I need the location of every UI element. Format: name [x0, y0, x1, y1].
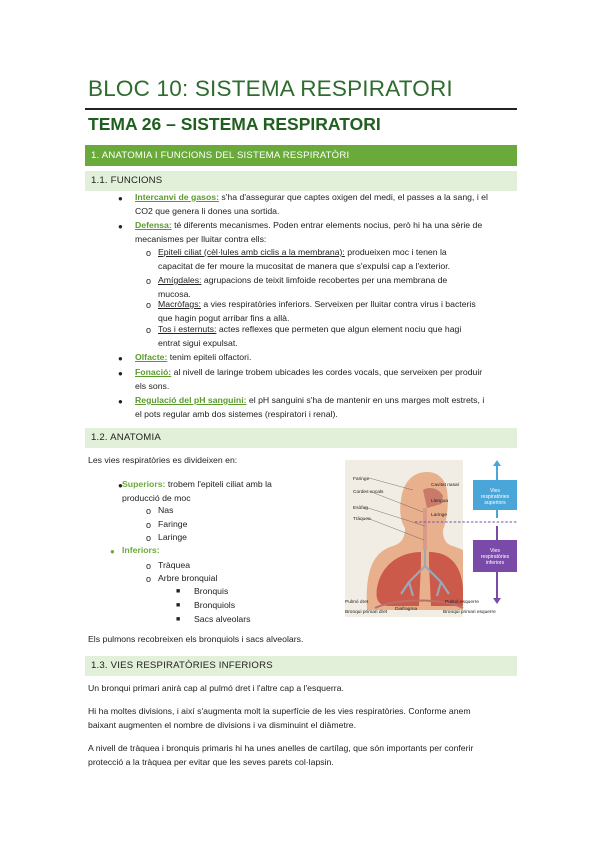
sub-bullet: o	[146, 506, 152, 516]
sub-list-item: Arbre bronquial	[158, 573, 218, 583]
sub-list-item-continuation: que hagin pogut arribar fins a allà.	[158, 312, 290, 323]
label-traquea: Tràquea	[353, 517, 371, 522]
sub-list-item-continuation: entrat sigui expulsat.	[158, 337, 238, 348]
list-item-continuation: el pots regular amb dos sistemes (respiratori i renal).	[135, 408, 338, 419]
sub-list-item-continuation: mucosa.	[158, 288, 191, 299]
paragraph: A nivell de tràquea i bronquis primaris hi ha unes anelles de cartílag, que són importants per conferir	[88, 743, 474, 753]
item-text: trobem l'epiteli ciliat amb la	[165, 479, 272, 489]
list-item	[135, 219, 517, 233]
arrow-down-icon	[493, 598, 501, 604]
sub-bullet: o	[146, 574, 152, 584]
anatomia-closing: Els pulmons recobreixen els bronquiols i sacs alveolars.	[88, 634, 304, 644]
sub-item-label: Macròfags:	[158, 299, 201, 309]
list-item	[135, 394, 517, 408]
square-bullet: ■	[176, 588, 181, 595]
box-inferiors-label: Vies respiratòries inferiors	[480, 548, 510, 566]
sub-list-item: Tràquea	[158, 560, 191, 570]
item-text: al nivell de laringe trobem ubicades les cordes vocals, que serveixen per produir	[171, 367, 483, 377]
sub-list-item	[158, 323, 517, 337]
paragraph: Un bronqui primari anirà cap al pulmó dret i l'altre cap a l'esquerra.	[88, 683, 344, 693]
bloc-title: BLOC 10: SISTEMA RESPIRATORI	[88, 76, 453, 101]
anatomia-intro: Les vies respiratòries es divideixen en:	[88, 455, 238, 465]
sub-item-text: agrupacions de teixit limfoide recobertes per una membrana de	[201, 275, 448, 285]
sub-bullet: o	[146, 533, 152, 543]
label-laringe: Laringe	[431, 513, 448, 518]
list-item-continuation: producció de moc	[122, 492, 191, 503]
list-bullet: ●	[118, 481, 123, 490]
tema-title: TEMA 26 – SISTEMA RESPIRATORI	[88, 114, 381, 134]
item-label: Fonació:	[135, 367, 172, 377]
sub-item-text: actes reflexes que permeten que algun element nociu que hagi	[216, 324, 462, 334]
sub-list-item: Laringe	[158, 532, 187, 542]
list-item-superiors	[122, 478, 326, 492]
item-label: Olfacte:	[135, 352, 168, 362]
sub-list-item-continuation: capacitat de fer moure la mucositat de manera que s'expulsi cap a l'exterior.	[158, 260, 451, 271]
sub-list-item	[158, 246, 517, 260]
vies-inferiors-heading: 1.3. VIES RESPIRATÒRIES INFERIORS	[85, 656, 517, 676]
label-bronqui-primari-esquerre: Bronqui primari esquerre	[443, 610, 496, 615]
sub-sub-list-item: Bronquiols	[194, 600, 236, 610]
list-item-continuation: CO2 que genera li dones una sortida.	[135, 205, 280, 216]
paragraph-continuation: baixant augmenten el nombre de divisions i va disminuint el diàmetre.	[88, 719, 357, 730]
list-item-continuation: mecanismes per lluitar contra ells:	[135, 233, 267, 244]
paragraph-continuation: protecció a la tràquea per evitar que les seves parets col·lapsin.	[88, 756, 334, 767]
sub-list-item: Nas	[158, 505, 174, 515]
list-bullet: ●	[118, 397, 123, 406]
sub-list-item	[158, 274, 517, 288]
item-label: Defensa:	[135, 220, 172, 230]
sub-item-text: a vies respiratòries inferiors. Serveixen per lluitar contra virus i bacteris	[200, 299, 476, 309]
item-text: tenim epiteli olfactori.	[167, 352, 252, 362]
item-label: Superiors:	[122, 479, 166, 489]
trachea-shape	[423, 508, 427, 550]
sub-bullet: o	[146, 300, 152, 310]
list-item-continuation: els sons.	[135, 380, 170, 391]
label-pulmo-esquerre: Pulmó esquerre	[445, 600, 479, 605]
label-llengua: Llengua	[431, 499, 449, 504]
list-item	[135, 366, 517, 380]
sub-item-text: produeixen moc i tenen la	[344, 247, 447, 257]
anatomia-heading: 1.2. ANATOMIA	[85, 428, 517, 448]
list-bullet: ●	[118, 222, 123, 231]
sub-item-label: Amígdales:	[158, 275, 202, 285]
item-label: Inferiors:	[122, 545, 160, 555]
item-text: el pH sanguini s'ha de mantenir en uns marges molt estrets, i	[246, 395, 485, 405]
item-label: Intercanvi de gasos:	[135, 192, 220, 202]
item-text: té diferents mecanismes. Poden entrar elements nocius, però hi ha una sèrie de	[171, 220, 483, 230]
box-superiors-label: Vies respiratòries superiors	[480, 488, 510, 506]
item-label: Regulació del pH sanguini:	[135, 395, 247, 405]
title-rule	[85, 108, 517, 110]
sub-item-label: Epiteli ciliat (cèl·lules amb ciclis a la membrana):	[158, 247, 345, 257]
sub-list-item	[158, 298, 517, 312]
sub-bullet: o	[146, 248, 152, 258]
list-bullet: ●	[110, 547, 115, 556]
square-bullet: ■	[176, 602, 181, 609]
sub-bullet: o	[146, 561, 152, 571]
section-1-heading: 1. ANATOMIA I FUNCIONS DEL SISTEMA RESPIRATÒRI	[85, 145, 517, 166]
respiratory-system-figure	[345, 460, 517, 617]
label-cavitat-nasal: Cavitat nasal	[431, 483, 459, 488]
paragraph: Hi ha moltes divisions, i així s'augmenta molt la superfície de les vies respiratòries. Conforme anem	[88, 706, 471, 716]
list-item	[135, 191, 517, 205]
sub-bullet: o	[146, 325, 152, 335]
arrow-up-icon	[493, 460, 501, 466]
label-faringe: Faringe	[353, 477, 370, 482]
list-bullet: ●	[118, 369, 123, 378]
sub-item-label: Tos i esternuts:	[158, 324, 217, 334]
list-item-inferiors	[122, 544, 160, 558]
sub-bullet: o	[146, 276, 152, 286]
label-bronqui-primari-dret: Bronqui primari dret	[345, 610, 388, 615]
list-item	[135, 351, 517, 365]
list-bullet: ●	[118, 354, 123, 363]
list-bullet: ●	[118, 194, 123, 203]
sub-list-item: Faringe	[158, 519, 188, 529]
label-pulmo-dret: Pulmó dret	[345, 600, 369, 605]
label-esofag: Esòfag	[353, 506, 368, 511]
square-bullet: ■	[176, 616, 181, 623]
item-text: s'ha d'assegurar que captes oxigen del medi, el passes a la sang, i el	[219, 192, 488, 202]
sub-sub-list-item: Sacs alveolars	[194, 614, 251, 624]
label-diafragma: Diafragma	[395, 607, 418, 612]
funcions-heading: 1.1. FUNCIONS	[85, 171, 517, 191]
sub-bullet: o	[146, 520, 152, 530]
sub-sub-list-item: Bronquis	[194, 586, 229, 596]
label-cordes-vocals: Cordes vocals	[353, 490, 384, 495]
